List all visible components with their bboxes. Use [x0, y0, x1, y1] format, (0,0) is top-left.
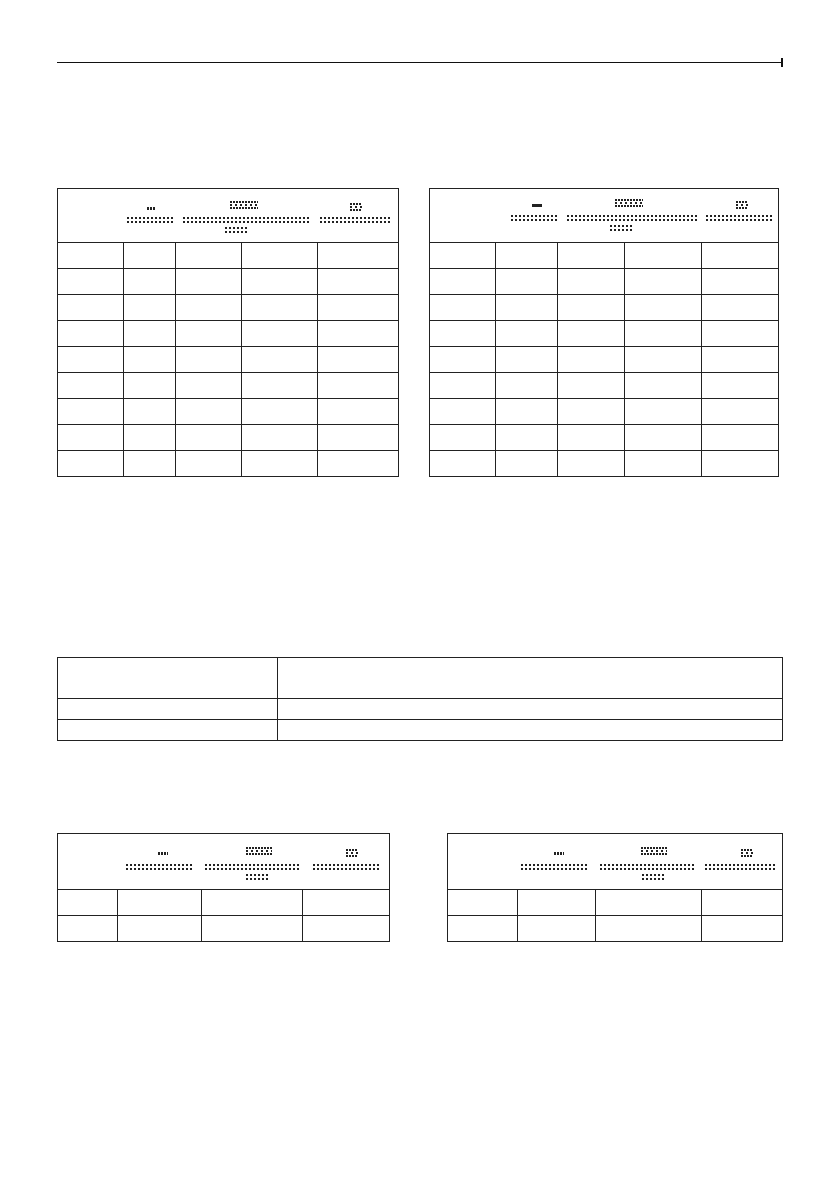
table-header-cell: [448, 834, 783, 890]
table-row: [58, 321, 399, 347]
lower-right-table: [447, 833, 783, 942]
table-row: [58, 399, 399, 425]
table-row: [430, 425, 779, 451]
header-glyph: [532, 204, 542, 207]
header-glyph: [511, 215, 559, 221]
table-row: [430, 243, 779, 269]
header-glyph: [706, 215, 774, 221]
middle-wide-table: [57, 657, 783, 741]
table-row: [58, 295, 399, 321]
table-row: [430, 451, 779, 477]
header-glyph: [642, 874, 664, 880]
header-glyph: [350, 203, 362, 211]
header-glyph: [600, 864, 696, 870]
header-glyph: [313, 864, 381, 870]
upper-right-table: [429, 188, 779, 477]
table-row: [430, 295, 779, 321]
header-glyph: [346, 849, 358, 857]
table-row: [58, 243, 399, 269]
table-row: [58, 699, 783, 720]
header-glyph: [741, 849, 753, 857]
header-glyph: [554, 852, 564, 855]
table-header-cell: [430, 189, 779, 243]
table-row: [58, 890, 390, 916]
header-glyph: [641, 847, 667, 855]
header-glyph: [126, 864, 194, 870]
header-glyph: [246, 847, 272, 855]
header-glyph: [246, 874, 270, 880]
header-glyph: [147, 207, 155, 210]
table-row: [58, 373, 399, 399]
header-glyph: [736, 201, 748, 209]
table-row: [448, 916, 783, 942]
lower-left-table: [57, 833, 390, 942]
table-row: [430, 399, 779, 425]
header-glyph: [567, 215, 697, 221]
table-row: [430, 269, 779, 295]
table-row: [430, 347, 779, 373]
table-row: [58, 269, 399, 295]
table-row: [58, 720, 783, 741]
header-glyph: [521, 864, 589, 870]
table-row: [58, 425, 399, 451]
table-header-cell: [58, 834, 390, 890]
table-row: [58, 916, 390, 942]
header-glyph: [705, 864, 775, 870]
table-row: [58, 347, 399, 373]
header-glyph: [183, 217, 311, 223]
table-row: [58, 451, 399, 477]
header-glyph: [610, 225, 634, 231]
page-top-rule: [57, 62, 781, 63]
header-glyph: [225, 227, 249, 233]
table-row: [448, 890, 783, 916]
header-glyph: [320, 217, 390, 223]
header-glyph: [127, 217, 175, 223]
header-glyph: [615, 199, 643, 207]
header-glyph: [230, 201, 258, 209]
upper-left-table: [57, 188, 399, 477]
table-header-cell: [58, 189, 399, 243]
header-glyph: [158, 852, 168, 855]
header-glyph: [205, 864, 301, 870]
table-row: [430, 321, 779, 347]
table-row: [58, 658, 783, 699]
table-row: [430, 373, 779, 399]
